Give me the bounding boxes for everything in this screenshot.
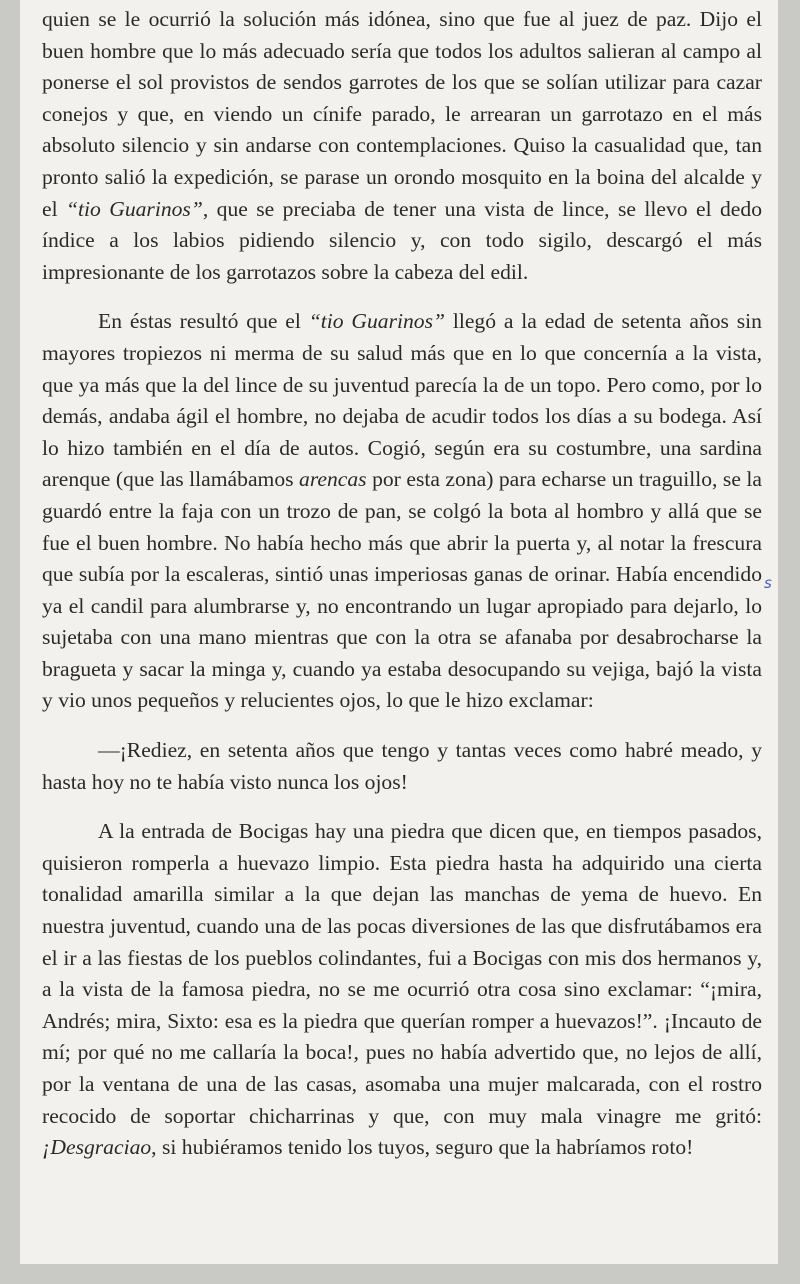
paragraph-4 [42, 816, 762, 1164]
italic-run: ¡Desgraciao [42, 1135, 152, 1160]
text-run: —¡Rediez, en setenta años que tengo y tantas veces como habré meado, y hasta hoy no te había visto nunca los ojos! [42, 738, 762, 794]
book-page [20, 0, 778, 1264]
text-run: quien se le ocurrió la solución más idónea, sino que fue al juez de paz. Dijo el buen hombre que lo más adecuado sería que todos los adultos salieran al campo al ponerse el sol provistos de sendos garrotes de los que se solían utilizar para cazar conejos y que, en viendo un cínife parado, le arrearan un garrotazo en el más absoluto silencio y sin andarse con contemplaciones. Quiso la casualidad que, tan pronto salió la expedición, se parase un orondo mosquito en la boina del alcalde y el [42, 7, 762, 221]
text-run: por esta zona) para echarse un traguillo, se la guardó entre la faja con un trozo de pan, se colgó la bota al hombro y allá que se fue el buen hombre. No había hecho más que abrir la puerta y, al notar la frescura que subía por la escaleras, sintió unas imperiosas ganas de orinar. Había encendido ya el candil para alumbrarse y, no encontrando un lugar apropiado para dejarlo, lo sujetaba con una mano mientras que con la otra se afanaba por desabrocharse la bragueta y sacar la minga y, cuando ya estaba desocupando su vejiga, bajó la vista y vio unos pequeños y relucientes ojos, lo que le hizo exclamar: [42, 467, 762, 713]
italic-run: “tio Guarinos” [308, 309, 445, 334]
italic-run: arencas [299, 467, 367, 492]
paragraph-3-dialogue [42, 735, 762, 798]
italic-run: “tio Guarinos” [66, 196, 203, 221]
text-run: , que se preciaba de tener una vista de lince, se llevo el dedo índice a los labios pidiendo silencio y, con todo sigilo, descargó el más impresionante de los garrotazos sobre la cabeza del edil. [42, 196, 762, 284]
text-run: llegó a la edad de setenta años sin mayores tropiezos ni merma de su salud más que en lo que concernía a la vista, que ya más que la del lince de su juventud parecía la de un topo. Pero como, por lo demás, andaba ágil el hombre, no dejaba de acudir todos los días a su bodega. Así lo hizo también en el día de autos. Cogió, según era su costumbre, una sardina arenque (que las llamábamos [42, 309, 762, 492]
text-run: , si hubiéramos tenido los tuyos, seguro que la habríamos roto! [151, 1135, 694, 1160]
margin-note: s [764, 574, 772, 592]
text-run: En éstas resultó que el [98, 309, 309, 334]
paragraph-2 [42, 306, 762, 717]
text-body [42, 4, 762, 1164]
text-run: A la entrada de Bocigas hay una piedra que dicen que, en tiempos pasados, quisieron romperla a huevazo limpio. Esta piedra hasta ha adquirido una cierta tonalidad amarilla similar a la que dejan las manchas de yema de huevo. En nuestra juventud, cuando una de las pocas diversiones de las que disfrutábamos era el ir a las fiestas de los pueblos colindantes, fui a Bocigas con mis dos hermanos y, a la vista de la famosa piedra, no se me ocurrió otra cosa sino exclamar: “¡mira, Andrés; mira, Sixto: esa es la piedra que querían romper a huevazos!”. ¡Incauto de mí; por qué no me callaría la boca!, pues no había advertido que, no lejos de allí, por la ventana de una de las casas, asomaba una mujer malcarada, con el rostro recocido de soportar chicharrinas y que, con muy mala vinagre me gritó: [42, 819, 762, 1128]
paragraph-1 [42, 4, 762, 288]
